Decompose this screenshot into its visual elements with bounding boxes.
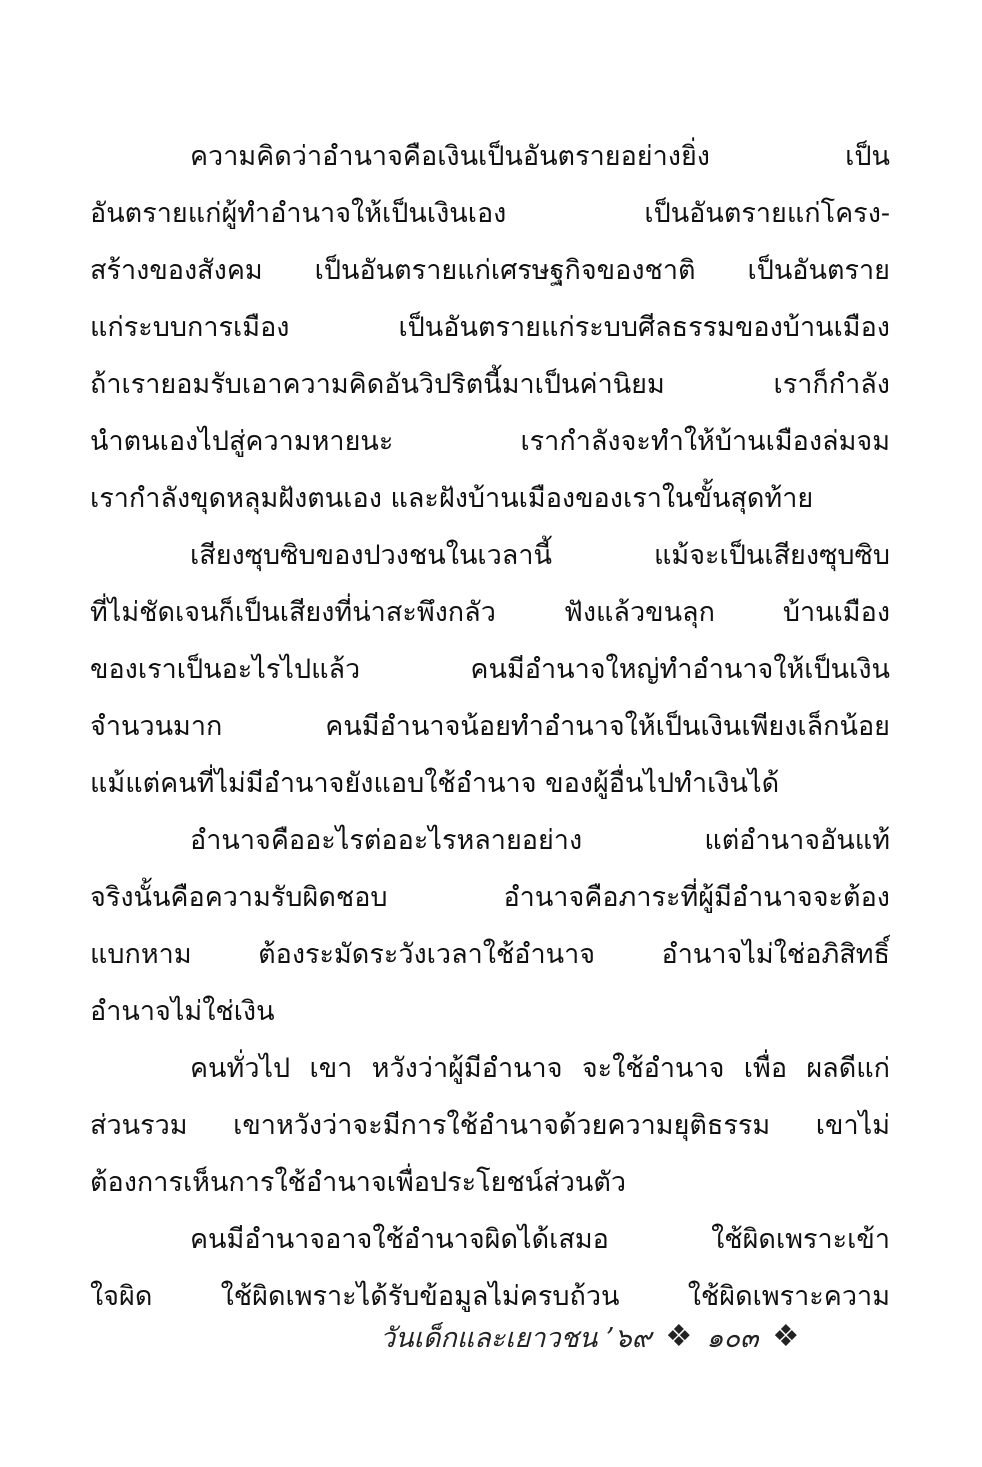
paragraph-5-line-2: ใจผิด ใช้ผิดเพราะได้รับข้อมูลไม่ครบถ้วน ใช้ผิดเพราะความ xyxy=(90,1281,890,1312)
ornament-icon: ❖ xyxy=(772,1319,800,1354)
paragraph-2-line-3: ของเราเป็นอะไรไปแล้ว คนมีอำนาจใหญ่ทำอำนาจให้เป็นเงิน xyxy=(90,654,890,685)
footer-title: วันเด็กและเยาวชน ’๖๙ xyxy=(380,1322,652,1354)
paragraph-1-line-1: ความคิดว่าอำนาจคือเงินเป็นอันตรายอย่างยิ่ง เป็น xyxy=(190,141,890,172)
paragraph-4-line-1: คนทั่วไป เขา หวังว่าผู้มีอำนาจ จะใช้อำนาจ เพื่อ ผลดีแก่ xyxy=(190,1053,890,1084)
paragraph-1-line-6: นำตนเองไปสู่ความหายนะ เรากำลังจะทำให้บ้านเมืองล่มจม xyxy=(90,426,890,457)
paragraph-1-line-2: อันตรายแก่ผู้ทำอำนาจให้เป็นเงินเอง เป็นอันตรายแก่โครง- xyxy=(90,198,890,229)
paragraph-2-line-4: จำนวนมาก คนมีอำนาจน้อยทำอำนาจให้เป็นเงินเพียงเล็กน้อย xyxy=(90,711,890,742)
page-number: ๑๐๓ xyxy=(706,1322,759,1354)
paragraph-2-line-2: ที่ไม่ชัดเจนก็เป็นเสียงที่น่าสะพึงกลัว ฟังแล้วขนลุก บ้านเมือง xyxy=(90,597,890,628)
paragraph-2-line-5: แม้แต่คนที่ไม่มีอำนาจยังแอบใช้อำนาจ ของผู้อื่นไปทำเงินได้ xyxy=(90,768,780,799)
paragraph-2-line-1: เสียงซุบซิบของปวงชนในเวลานี้ แม้จะเป็นเสียงซุบซิบ xyxy=(190,540,890,571)
paragraph-3-line-2: จริงนั้นคือความรับผิดชอบ อำนาจคือภาระที่ผู้มีอำนาจจะต้อง xyxy=(90,882,890,913)
paragraph-4-line-3: ต้องการเห็นการใช้อำนาจเพื่อประโยชน์ส่วนตัว xyxy=(90,1167,627,1198)
ornament-icon: ❖ xyxy=(665,1319,693,1354)
paragraph-1-line-7: เรากำลังขุดหลุมฝังตนเอง และฝังบ้านเมืองของเราในขั้นสุดท้าย xyxy=(90,483,814,514)
paragraph-3-line-3: แบกหาม ต้องระมัดระวังเวลาใช้อำนาจ อำนาจไม่ใช่อภิสิทธิ์ xyxy=(90,939,890,970)
page-footer xyxy=(380,1312,813,1362)
paragraph-1-line-3: สร้างของสังคม เป็นอันตรายแก่เศรษฐกิจของชาติ เป็นอันตราย xyxy=(90,255,890,286)
paragraph-1-line-5: ถ้าเรายอมรับเอาความคิดอันวิปริตนี้มาเป็นค่านิยม เราก็กำลัง xyxy=(90,369,890,400)
body-text xyxy=(90,128,890,1325)
paragraph-5-line-1: คนมีอำนาจอาจใช้อำนาจผิดได้เสมอ ใช้ผิดเพราะเข้า xyxy=(190,1224,890,1255)
paragraph-1-line-4: แก่ระบบการเมือง เป็นอันตรายแก่ระบบศีลธรรมของบ้านเมือง xyxy=(90,312,890,343)
paragraph-4-line-2: ส่วนรวม เขาหวังว่าจะมีการใช้อำนาจด้วยความยุติธรรม เขาไม่ xyxy=(90,1110,890,1141)
paragraph-3-line-1: อำนาจคืออะไรต่ออะไรหลายอย่าง แต่อำนาจอันแท้ xyxy=(190,825,890,856)
paragraph-3-line-4: อำนาจไม่ใช่เงิน xyxy=(90,996,275,1027)
